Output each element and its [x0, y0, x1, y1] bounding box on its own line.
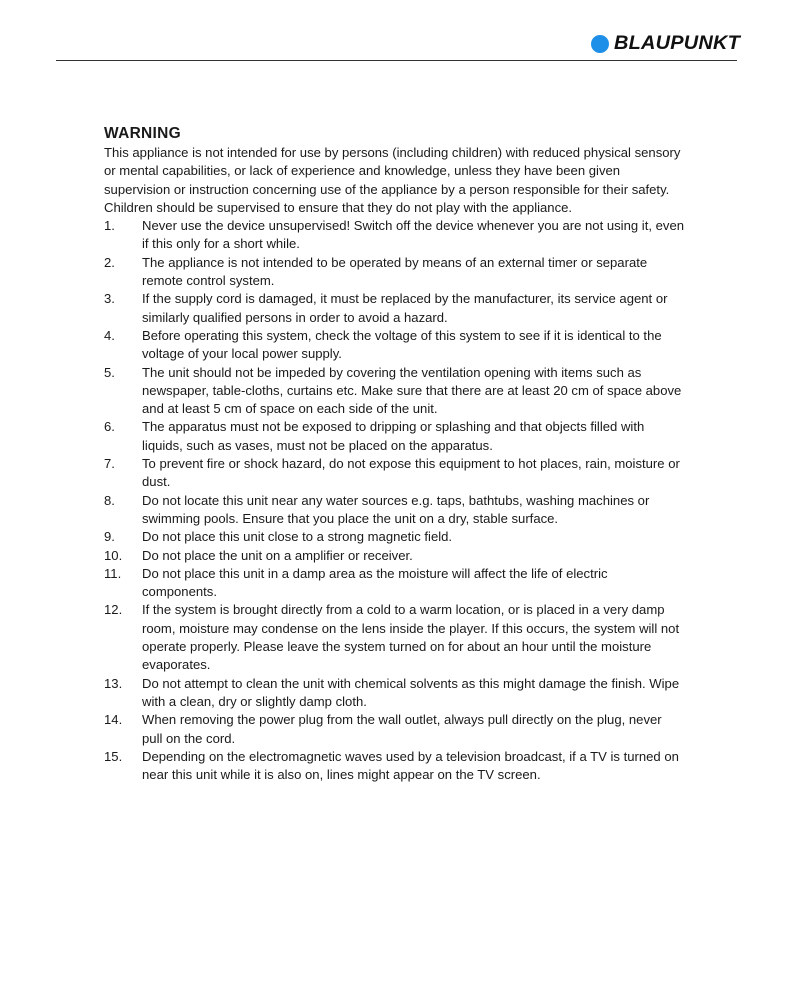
- list-item-number: 14.: [104, 712, 123, 728]
- list-item: [104, 217, 684, 254]
- header-divider: [56, 60, 737, 61]
- list-item-number: 11.: [104, 565, 122, 581]
- list-item-number: 13.: [104, 675, 123, 691]
- list-item: [104, 711, 684, 748]
- list-item-number: 9.: [104, 529, 115, 545]
- list-item-text: Do not locate this unit near any water sources e.g. taps, bathtubs, washing machines or swimming pools. Ensure that you place the unit on a dry, stable surface.: [142, 492, 650, 526]
- list-item-text: Do not place this unit in a damp area as the moisture will affect the life of electric components.: [142, 565, 608, 600]
- list-item: [104, 492, 684, 529]
- warning-title: WARNING: [104, 125, 182, 142]
- warning-intro: This appliance is not intended for use by persons (including children) with reduced physical sensory or mental capabilities, or lack of experience and knowledge, unless they have been given supervision or instruction concerning use of the appliance by a person responsible for their safety. Children should be supervised to ensure that they do not play with the appliance.: [104, 145, 681, 215]
- list-item: [104, 290, 684, 327]
- list-item: [104, 675, 684, 712]
- list-item: [104, 327, 684, 364]
- warning-section: [104, 124, 684, 784]
- list-item-number: 12.: [104, 602, 123, 618]
- list-item-text: When removing the power plug from the wall outlet, always pull directly on the plug, never pull on the cord.: [142, 712, 662, 746]
- list-item: [104, 254, 684, 291]
- list-item-text: Do not place this unit close to a strong magnetic field.: [142, 529, 453, 545]
- page-header: [0, 0, 794, 64]
- list-item-text: The unit should not be impeded by covering the ventilation opening with items such as newspaper, table-cloths, curtains etc. Make sure that there are at least 20 cm of space above and at least 5 cm of space on each side of the unit.: [142, 364, 682, 417]
- list-item-number: 15.: [104, 748, 123, 764]
- list-item: [104, 455, 684, 492]
- list-item-text: The appliance is not intended to be operated by means of an external timer or separate remote control system.: [142, 254, 648, 289]
- list-item-number: 6.: [104, 419, 115, 435]
- list-item: [104, 528, 684, 546]
- list-item-text: If the system is brought directly from a cold to a warm location, or is placed in a very damp room, moisture may condense on the lens inside the player. If this occurs, the system will not operate properly. Please leave the system turned on for about an hour until the moisture evaporates.: [142, 602, 680, 673]
- list-item-number: 1.: [104, 218, 115, 234]
- warning-list: [104, 217, 684, 784]
- list-item-text: If the supply cord is damaged, it must be replaced by the manufacturer, its service agent or similarly qualified persons in order to avoid a hazard.: [142, 291, 668, 325]
- list-item-number: 2.: [104, 254, 115, 270]
- list-item-text: Depending on the electromagnetic waves used by a television broadcast, if a TV is turned on near this unit while it is also on, lines might appear on the TV screen.: [142, 748, 679, 783]
- list-item: [104, 547, 684, 565]
- brand-dot-icon: [591, 35, 609, 53]
- list-item-text: The apparatus must not be exposed to dripping or splashing and that objects filled with liquids, such as vases, must not be placed on the apparatus.: [142, 419, 645, 453]
- list-item: [104, 565, 684, 602]
- list-item: [104, 601, 684, 674]
- list-item-number: 10.: [104, 547, 123, 563]
- list-item: [104, 748, 684, 785]
- list-item-number: 5.: [104, 364, 115, 380]
- list-item-text: Do not place the unit on a amplifier or receiver.: [142, 547, 413, 563]
- list-item: [104, 364, 684, 419]
- list-item-text: Before operating this system, check the voltage of this system to see if it is identical to the voltage of your local power supply.: [142, 327, 662, 362]
- list-item-number: 8.: [104, 492, 115, 508]
- list-item-text: Do not attempt to clean the unit with chemical solvents as this might damage the finish. Wipe with a clean, dry or slightly damp cloth.: [142, 675, 680, 709]
- list-item-number: 4.: [104, 327, 115, 343]
- list-item-number: 7.: [104, 456, 115, 472]
- list-item-number: 3.: [104, 291, 115, 307]
- list-item-text: Never use the device unsupervised! Switch off the device whenever you are not using it, even if this only for a short while.: [142, 218, 685, 252]
- brand-name: BLAUPUNKT: [613, 33, 741, 54]
- brand-logo: [591, 33, 741, 55]
- list-item-text: To prevent fire or shock hazard, do not expose this equipment to hot places, rain, moisture or dust.: [142, 456, 680, 490]
- list-item: [104, 418, 684, 455]
